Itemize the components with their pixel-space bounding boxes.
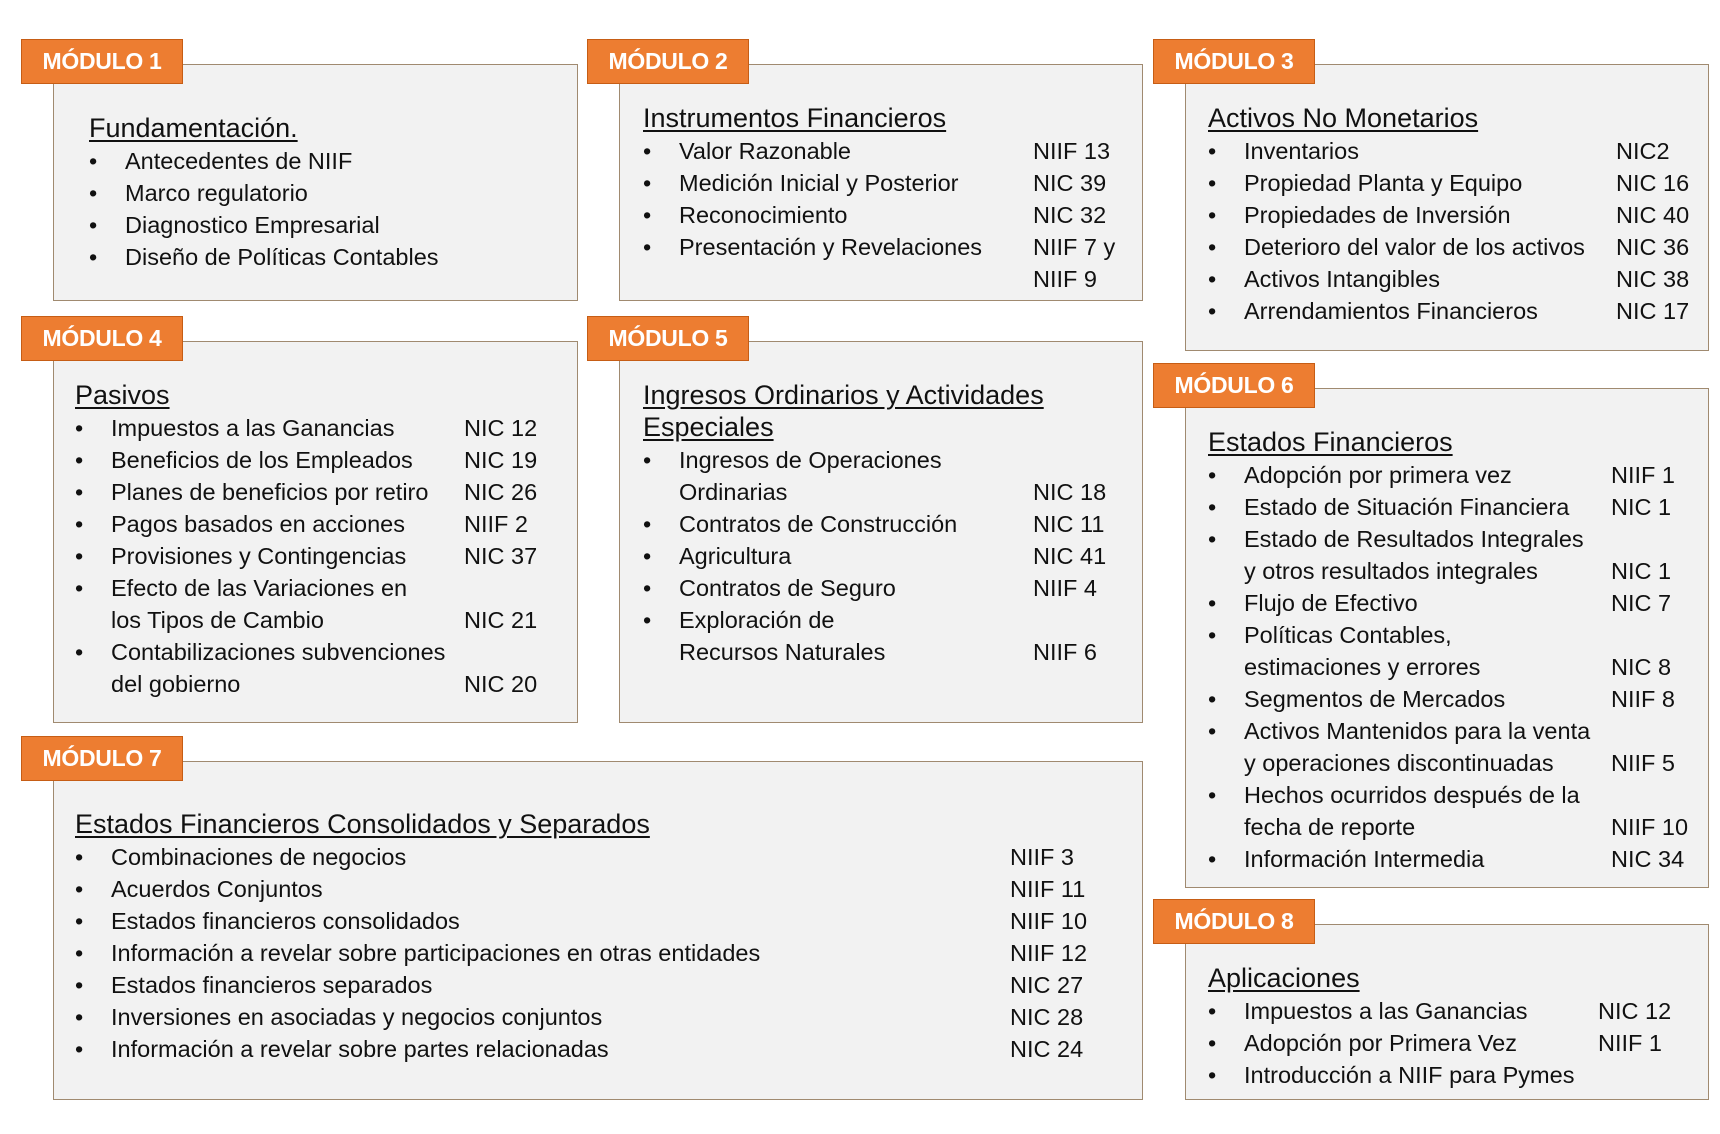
list-item xyxy=(89,209,679,241)
bullet-icon: • xyxy=(75,844,84,870)
topic-text: Antecedentes de NIIF xyxy=(125,148,353,174)
bullet-icon: • xyxy=(1208,622,1217,648)
list-item xyxy=(75,873,1120,905)
list-item xyxy=(1208,1027,1708,1059)
standard-code: NIC 17 xyxy=(1616,298,1690,324)
bullet-icon: • xyxy=(1208,202,1217,228)
standard-code: NIIF 10 xyxy=(1611,814,1689,840)
standard-code: NIIF 1 xyxy=(1611,462,1675,488)
list-item xyxy=(1208,715,1720,779)
standard-code: NIIF 12 xyxy=(1010,940,1088,966)
bullet-icon: • xyxy=(1208,494,1217,520)
bullet-icon: • xyxy=(1208,298,1217,324)
list-item xyxy=(643,604,1143,668)
topic-text: Impuestos a las Ganancias xyxy=(111,415,395,441)
bullet-icon: • xyxy=(643,202,652,228)
bullet-icon: • xyxy=(643,607,652,633)
standard-code: NIC 32 xyxy=(1033,202,1107,228)
topic-text: Planes de beneficios por retiro xyxy=(111,479,429,505)
bullet-icon: • xyxy=(75,543,84,569)
module-title: Activos No Monetarios xyxy=(1208,103,1479,133)
standard-code: NIIF 1 xyxy=(1598,1030,1662,1056)
standard-code: NIIF 13 xyxy=(1033,138,1111,164)
bullet-icon: • xyxy=(75,1036,84,1062)
topic-text: Activos Intangibles xyxy=(1244,266,1440,292)
bullet-icon: • xyxy=(75,940,84,966)
topic-text: Propiedad Planta y Equipo xyxy=(1244,170,1523,196)
standard-code: NIC 37 xyxy=(464,543,538,569)
topic-text: Efecto de las Variaciones en xyxy=(111,575,408,601)
list-item xyxy=(1208,167,1720,199)
module-title: Ingresos Ordinarios y Actividades xyxy=(643,380,1044,410)
list-item xyxy=(1208,199,1720,231)
module-tab-label: MÓDULO 5 xyxy=(587,316,749,361)
bullet-icon: • xyxy=(75,908,84,934)
bullet-icon: • xyxy=(89,244,98,270)
topic-text: los Tipos de Cambio xyxy=(111,607,324,633)
topic-text: Contratos de Seguro xyxy=(679,575,896,601)
topic-text: Introducción a NIIF para Pymes xyxy=(1244,1062,1575,1088)
standard-code: NIIF 3 xyxy=(1010,844,1074,870)
topic-text: Estados financieros separados xyxy=(111,972,433,998)
topic-text: y otros resultados integrales xyxy=(1244,558,1538,584)
topic-text: Inversiones en asociadas y negocios conjuntos xyxy=(111,1004,603,1030)
bullet-icon: • xyxy=(643,543,652,569)
topic-text: fecha de reporte xyxy=(1244,814,1416,840)
bullet-icon: • xyxy=(89,180,98,206)
standard-code: NIIF 5 xyxy=(1611,750,1675,776)
topic-text: Presentación y Revelaciones xyxy=(679,234,983,260)
topic-text: Adopción por primera vez xyxy=(1244,462,1512,488)
list-item xyxy=(1208,231,1720,263)
standard-code: NIC 39 xyxy=(1033,170,1107,196)
bullet-icon: • xyxy=(643,447,652,473)
topic-text: Diseño de Políticas Contables xyxy=(125,244,439,270)
module-tab-label: MÓDULO 7 xyxy=(21,736,183,781)
list-item xyxy=(1208,843,1720,875)
bullet-icon: • xyxy=(1208,686,1217,712)
module-tab-label: MÓDULO 3 xyxy=(1153,39,1315,84)
standard-code: NIC 16 xyxy=(1616,170,1690,196)
topic-text: estimaciones y errores xyxy=(1244,654,1481,680)
standard-code: NIC 21 xyxy=(464,607,538,633)
topic-list xyxy=(75,412,574,700)
module-title: Aplicaciones xyxy=(1208,963,1360,993)
standard-code: NIC 26 xyxy=(464,479,538,505)
list-item xyxy=(75,1001,1120,1033)
list-item xyxy=(1208,491,1720,523)
standard-code: NIC 36 xyxy=(1616,234,1690,260)
topic-text: Impuestos a las Ganancias xyxy=(1244,998,1528,1024)
list-item xyxy=(75,905,1120,937)
module-title: Pasivos xyxy=(75,380,170,410)
list-item xyxy=(75,841,1120,873)
topic-list xyxy=(1208,135,1720,327)
standard-code: NIIF 2 xyxy=(464,511,528,537)
standard-code: NIIF 10 xyxy=(1010,908,1088,934)
topic-list xyxy=(1208,459,1720,875)
bullet-icon: • xyxy=(1208,998,1217,1024)
list-item xyxy=(1208,459,1720,491)
topic-text: Agricultura xyxy=(679,543,792,569)
standard-code: NIC 8 xyxy=(1611,654,1672,680)
list-item xyxy=(643,135,1143,167)
list-item xyxy=(75,444,574,476)
list-item xyxy=(643,167,1143,199)
standard-code: NIC 7 xyxy=(1611,590,1672,616)
topic-text: Medición Inicial y Posterior xyxy=(679,170,959,196)
bullet-icon: • xyxy=(75,447,84,473)
topic-text: Valor Razonable xyxy=(679,138,852,164)
list-item xyxy=(75,540,574,572)
list-item xyxy=(75,969,1120,1001)
topic-list xyxy=(75,841,1120,1065)
topic-text: Información a revelar sobre partes relacionadas xyxy=(111,1036,609,1062)
topic-text: Información a revelar sobre participaciones en otras entidades xyxy=(111,940,761,966)
list-item xyxy=(1208,619,1720,683)
topic-text: Estados financieros consolidados xyxy=(111,908,460,934)
topic-text: del gobierno xyxy=(111,671,241,697)
module-title: Especiales xyxy=(643,412,774,442)
standard-code: NIIF 4 xyxy=(1033,575,1097,601)
bullet-icon: • xyxy=(1208,1062,1217,1088)
topic-text: Beneficios de los Empleados xyxy=(111,447,413,473)
topic-list xyxy=(1208,995,1708,1091)
module-title: Estados Financieros xyxy=(1208,427,1453,457)
standard-code: NIC 41 xyxy=(1033,543,1107,569)
module-tab-label: MÓDULO 2 xyxy=(587,39,749,84)
list-item xyxy=(1208,295,1720,327)
list-item xyxy=(75,636,574,700)
bullet-icon: • xyxy=(1208,170,1217,196)
bullet-icon: • xyxy=(1208,234,1217,260)
list-item xyxy=(643,572,1143,604)
list-item xyxy=(643,540,1143,572)
bullet-icon: • xyxy=(89,148,98,174)
bullet-icon: • xyxy=(643,575,652,601)
list-item xyxy=(1208,683,1720,715)
topic-text: Pagos basados en acciones xyxy=(111,511,405,537)
bullet-icon: • xyxy=(1208,462,1217,488)
list-item xyxy=(1208,1059,1708,1091)
list-item xyxy=(1208,779,1720,843)
bullet-icon: • xyxy=(1208,590,1217,616)
topic-text: Provisiones y Contingencias xyxy=(111,543,407,569)
list-item xyxy=(643,508,1143,540)
standard-code: NIC 34 xyxy=(1611,846,1685,872)
list-item xyxy=(75,476,574,508)
topic-text: Acuerdos Conjuntos xyxy=(111,876,323,902)
standard-code: NIC 28 xyxy=(1010,1004,1084,1030)
standard-code: NIC 20 xyxy=(464,671,538,697)
bullet-icon: • xyxy=(75,479,84,505)
topic-text: Ingresos de Operaciones xyxy=(679,447,942,473)
bullet-icon: • xyxy=(75,972,84,998)
topic-text: Estado de Situación Financiera xyxy=(1244,494,1570,520)
topic-text: Reconocimiento xyxy=(679,202,848,228)
topic-text: Información Intermedia xyxy=(1244,846,1485,872)
module-tab-label: MÓDULO 8 xyxy=(1153,899,1315,944)
list-item xyxy=(1208,263,1720,295)
list-item xyxy=(643,444,1143,508)
bullet-icon: • xyxy=(75,639,84,665)
topic-text: Activos Mantenidos para la venta xyxy=(1244,718,1591,744)
standard-code: NIC2 xyxy=(1616,138,1670,164)
list-item xyxy=(1208,587,1720,619)
topic-text: Contratos de Construcción xyxy=(679,511,958,537)
standard-code: NIIF 6 xyxy=(1033,639,1097,665)
list-item xyxy=(75,508,574,540)
standard-code: NIC 12 xyxy=(464,415,538,441)
topic-list xyxy=(643,444,1143,668)
module-title: Estados Financieros Consolidados y Separados xyxy=(75,809,650,839)
standard-code: NIC 24 xyxy=(1010,1036,1084,1062)
list-item xyxy=(643,231,1143,295)
topic-text: Recursos Naturales xyxy=(679,639,886,665)
topic-text: Ordinarias xyxy=(679,479,788,505)
topic-text: Hechos ocurridos después de la xyxy=(1244,782,1580,808)
standard-code: NIC 38 xyxy=(1616,266,1690,292)
topic-text: Políticas Contables, xyxy=(1244,622,1452,648)
standard-code: NIIF 11 xyxy=(1010,876,1086,902)
list-item xyxy=(75,1033,1120,1065)
bullet-icon: • xyxy=(1208,718,1217,744)
bullet-icon: • xyxy=(75,511,84,537)
bullet-icon: • xyxy=(1208,526,1217,552)
module-title: Instrumentos Financieros xyxy=(643,103,947,133)
standard-code: NIC 1 xyxy=(1611,494,1672,520)
standard-code: NIIF 7 y NIIF 9 xyxy=(1033,234,1116,292)
standard-code: NIC 40 xyxy=(1616,202,1690,228)
standard-code: NIIF 8 xyxy=(1611,686,1675,712)
topic-list xyxy=(89,145,679,273)
topic-text: Arrendamientos Financieros xyxy=(1244,298,1538,324)
bullet-icon: • xyxy=(643,138,652,164)
bullet-icon: • xyxy=(643,511,652,537)
bullet-icon: • xyxy=(1208,266,1217,292)
bullet-icon: • xyxy=(75,1004,84,1030)
list-item xyxy=(1208,135,1720,167)
topic-text: Deterioro del valor de los activos xyxy=(1244,234,1585,260)
bullet-icon: • xyxy=(643,170,652,196)
bullet-icon: • xyxy=(75,575,84,601)
bullet-icon: • xyxy=(1208,138,1217,164)
standard-code: NIC 1 xyxy=(1611,558,1672,584)
topic-list xyxy=(643,135,1143,295)
topic-text: Combinaciones de negocios xyxy=(111,844,407,870)
list-item xyxy=(643,199,1143,231)
topic-text: Propiedades de Inversión xyxy=(1244,202,1511,228)
bullet-icon: • xyxy=(1208,1030,1217,1056)
topic-text: Adopción por Primera Vez xyxy=(1244,1030,1518,1056)
standard-code: NIC 11 xyxy=(1033,511,1105,537)
bullet-icon: • xyxy=(643,234,652,260)
bullet-icon: • xyxy=(75,876,84,902)
module-tab-label: MÓDULO 1 xyxy=(21,39,183,84)
topic-text: Contabilizaciones subvenciones xyxy=(111,639,446,665)
topic-text: Flujo de Efectivo xyxy=(1244,590,1418,616)
bullet-icon: • xyxy=(75,415,84,441)
module-title: Fundamentación. xyxy=(89,113,298,143)
standard-code: NIC 18 xyxy=(1033,479,1107,505)
bullet-icon: • xyxy=(1208,782,1217,808)
topic-text: Exploración de xyxy=(679,607,835,633)
list-item xyxy=(75,937,1120,969)
standard-code: NIC 19 xyxy=(464,447,538,473)
topic-text: Estado de Resultados Integrales xyxy=(1244,526,1584,552)
list-item xyxy=(1208,995,1708,1027)
module-tab-label: MÓDULO 4 xyxy=(21,316,183,361)
module-tab-label: MÓDULO 6 xyxy=(1153,363,1315,408)
list-item xyxy=(89,177,679,209)
bullet-icon: • xyxy=(89,212,98,238)
bullet-icon: • xyxy=(1208,846,1217,872)
topic-text: Segmentos de Mercados xyxy=(1244,686,1506,712)
topic-text: Diagnostico Empresarial xyxy=(125,212,380,238)
list-item xyxy=(89,145,679,177)
topic-text: y operaciones discontinuadas xyxy=(1244,750,1554,776)
standard-code: NIC 27 xyxy=(1010,972,1084,998)
topic-text: Inventarios xyxy=(1244,138,1359,164)
list-item xyxy=(1208,523,1720,587)
list-item xyxy=(89,241,679,273)
list-item xyxy=(75,412,574,444)
standard-code: NIC 12 xyxy=(1598,998,1672,1024)
list-item xyxy=(75,572,574,636)
topic-text: Marco regulatorio xyxy=(125,180,308,206)
